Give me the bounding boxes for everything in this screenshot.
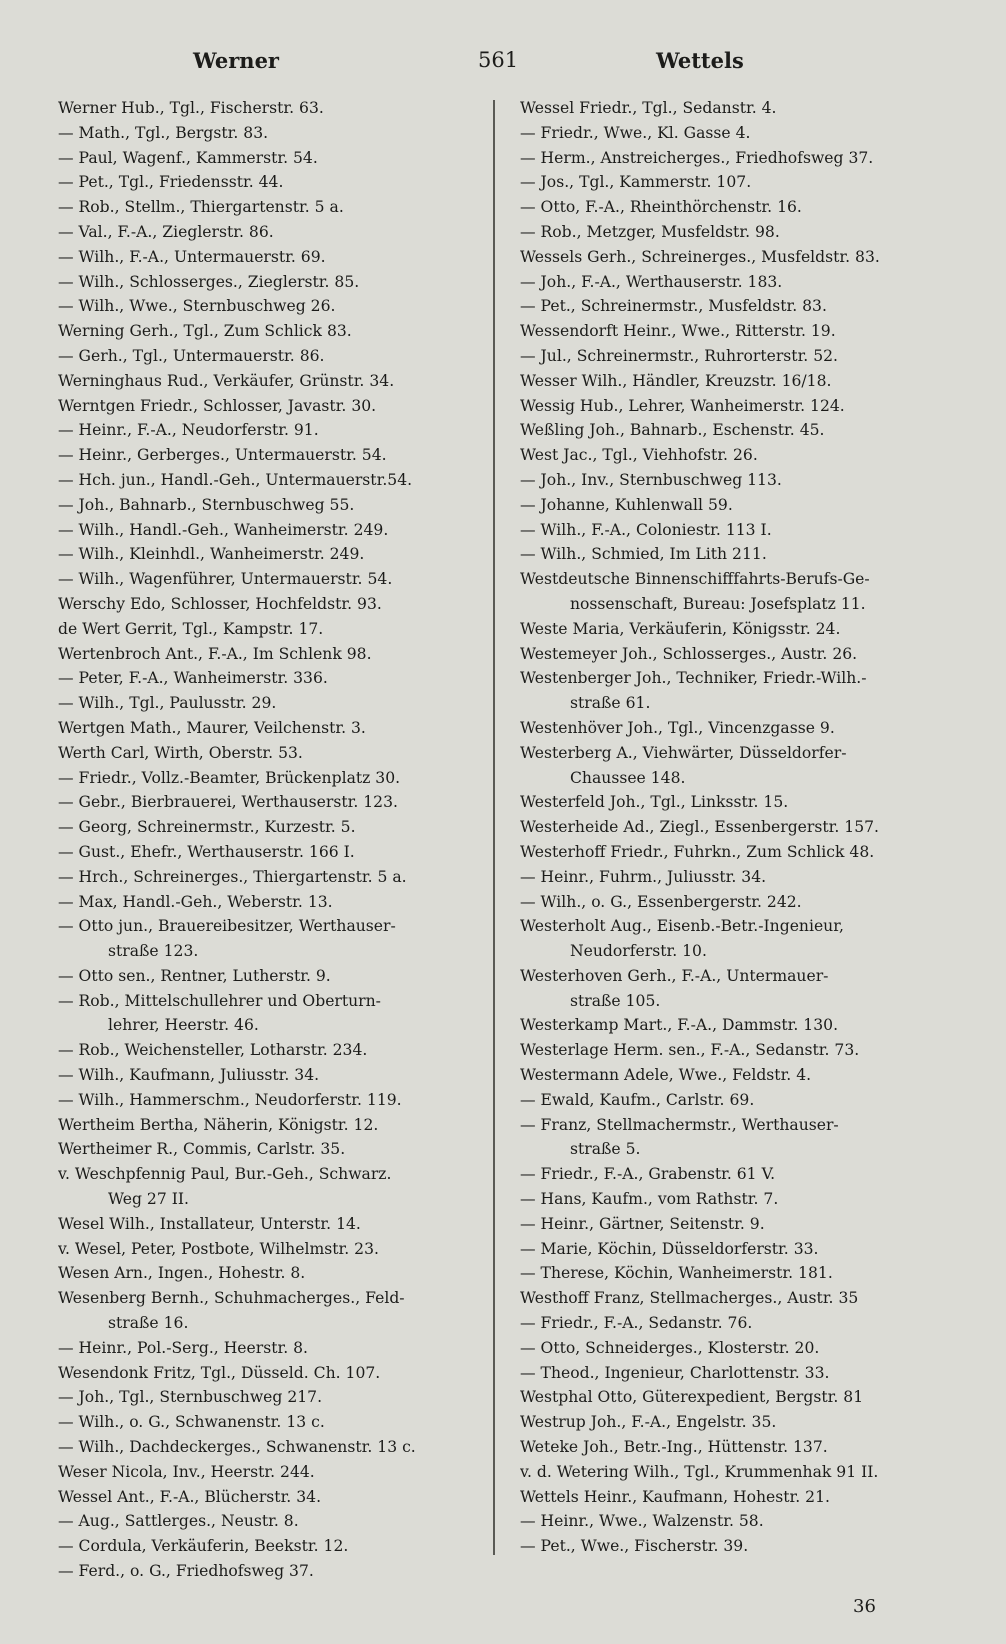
directory-entry: — Otto, F.-A., Rheinthörchenstr. 16. (520, 198, 802, 217)
header-right-catchword: Wettels (656, 48, 744, 73)
directory-entry: — Heinr., Gerberges., Untermauerstr. 54. (58, 446, 387, 465)
column-divider (493, 100, 495, 1555)
directory-entry: Wesel Wilh., Installateur, Unterstr. 14. (58, 1214, 361, 1233)
directory-entry: Westerholt Aug., Eisenb.-Betr.-Ingenieur, (520, 917, 844, 936)
directory-entry: — Hrch., Schreinerges., Thiergartenstr. 5 a. (58, 867, 407, 886)
header-left-catchword: Werner (193, 48, 279, 73)
directory-entry: — Friedr., F.-A., Grabenstr. 61 V. (520, 1165, 776, 1184)
directory-entry: — Joh., Inv., Sternbuschweg 113. (520, 470, 782, 489)
directory-entry: — Theod., Ingenieur, Charlottenstr. 33. (520, 1363, 830, 1382)
directory-entry: Westerlage Herm. sen., F.-A., Sedanstr. 73. (520, 1041, 860, 1060)
running-header (58, 48, 946, 78)
directory-entry: straße 123. (108, 942, 199, 961)
directory-entry: Wertheim Bertha, Näherin, Königstr. 12. (58, 1115, 379, 1134)
directory-entry: Westenberger Joh., Techniker, Friedr.-Wilh.- (520, 669, 867, 688)
directory-entry: Westerberg A., Viehwärter, Düsseldorfer- (520, 743, 847, 762)
directory-entry: — Georg, Schreinermstr., Kurzestr. 5. (58, 818, 356, 837)
directory-entry: Wesen Arn., Ingen., Hohestr. 8. (58, 1264, 306, 1283)
directory-entry: Westermann Adele, Wwe., Feldstr. 4. (520, 1066, 812, 1085)
directory-entry: — Johanne, Kuhlenwall 59. (520, 495, 733, 514)
directory-entry: — Paul, Wagenf., Kammerstr. 54. (58, 148, 318, 167)
directory-entry: — Friedr., F.-A., Sedanstr. 76. (520, 1314, 753, 1333)
directory-entry: lehrer, Heerstr. 46. (108, 1016, 259, 1035)
directory-entry: — Hch. jun., Handl.-Geh., Untermauerstr.54. (58, 470, 413, 489)
directory-entry: — Joh., F.-A., Werthauserstr. 183. (520, 272, 783, 291)
directory-entry: — Wilh., Kleinhdl., Wanheimerstr. 249. (58, 545, 365, 564)
directory-entry: — Wilh., Wwe., Sternbuschweg 26. (58, 297, 336, 316)
directory-entry: — Jul., Schreinermstr., Ruhrorterstr. 52. (520, 346, 839, 365)
directory-entry: — Math., Tgl., Bergstr. 83. (58, 123, 269, 142)
directory-entry: — Wilh., Wagenführer, Untermauerstr. 54. (58, 570, 393, 589)
directory-entry: — Wilh., o. G., Essenbergerstr. 242. (520, 892, 802, 911)
directory-entry: — Heinr., Gärtner, Seitenstr. 9. (520, 1214, 765, 1233)
directory-entry: — Herm., Anstreicherges., Friedhofsweg 37. (520, 148, 874, 167)
directory-entry: — Pet., Wwe., Fischerstr. 39. (520, 1537, 749, 1556)
left-column (58, 96, 476, 1584)
directory-entry: Werner Hub., Tgl., Fischerstr. 63. (58, 99, 324, 117)
directory-entry: — Gust., Ehefr., Werthauserstr. 166 I. (58, 842, 355, 861)
directory-entry: Westenhöver Joh., Tgl., Vincenzgasse 9. (520, 718, 835, 737)
directory-entry: — Wilh., Handl.-Geh., Wanheimerstr. 249. (58, 520, 389, 539)
directory-entry: — Wilh., F.-A., Untermauerstr. 69. (58, 247, 326, 266)
directory-entry: Weste Maria, Verkäuferin, Königsstr. 24. (520, 619, 841, 638)
directory-entry: Werninghaus Rud., Verkäufer, Grünstr. 34. (58, 371, 395, 390)
directory-entry: Chaussee 148. (570, 768, 686, 787)
directory-entry: — Pet., Schreinermstr., Musfeldstr. 83. (520, 297, 827, 316)
directory-entry: — Heinr., F.-A., Neudorferstr. 91. (58, 421, 319, 440)
directory-entry: West Jac., Tgl., Viehhofstr. 26. (520, 446, 758, 465)
directory-entry: — Jos., Tgl., Kammerstr. 107. (520, 173, 752, 192)
directory-entry: — Wilh., F.-A., Coloniestr. 113 I. (520, 520, 772, 539)
directory-entry: — Ferd., o. G., Friedhofsweg 37. (58, 1562, 314, 1581)
directory-entry: — Wilh., Hammerschm., Neudorferstr. 119. (58, 1090, 402, 1109)
directory-entry: — Gebr., Bierbrauerei, Werthauserstr. 123. (58, 793, 398, 812)
directory-entry: Westphal Otto, Güterexpedient, Bergstr. 81 (520, 1388, 864, 1407)
directory-entry: — Ewald, Kaufm., Carlstr. 69. (520, 1090, 755, 1109)
directory-entry: Westrup Joh., F.-A., Engelstr. 35. (520, 1413, 777, 1432)
directory-entry: — Joh., Tgl., Sternbuschweg 217. (58, 1388, 323, 1407)
directory-entry: v. Wesel, Peter, Postbote, Wilhelmstr. 23. (58, 1239, 379, 1258)
directory-entry: v. d. Wetering Wilh., Tgl., Krummenhak 91 II. (520, 1462, 879, 1481)
directory-entry: straße 16. (108, 1314, 189, 1333)
directory-entry: — Peter, F.-A., Wanheimerstr. 336. (58, 669, 328, 688)
directory-entry: Wesenberg Bernh., Schuhmacherges., Feld- (58, 1289, 405, 1308)
directory-entry: — Gerh., Tgl., Untermauerstr. 86. (58, 346, 325, 365)
directory-entry: straße 61. (570, 694, 651, 713)
directory-entry: Werth Carl, Wirth, Oberstr. 53. (58, 743, 303, 762)
directory-entry: — Pet., Tgl., Friedensstr. 44. (58, 173, 284, 192)
directory-entry: Werntgen Friedr., Schlosser, Javastr. 30. (58, 396, 377, 415)
directory-entry: — Franz, Stellmachermstr., Werthauser- (520, 1115, 839, 1134)
directory-entry: Neudorferstr. 10. (570, 942, 707, 961)
directory-entry: — Val., F.-A., Zieglerstr. 86. (58, 222, 274, 241)
directory-entry: — Heinr., Pol.-Serg., Heerstr. 8. (58, 1338, 309, 1357)
directory-entry: Westdeutsche Binnenschifffahrts-Berufs-Ge- (520, 570, 870, 589)
directory-entry: Westerhoven Gerh., F.-A., Untermauer- (520, 966, 829, 985)
directory-entry: — Wilh., Tgl., Paulusstr. 29. (58, 694, 277, 713)
directory-entry: — Therese, Köchin, Wanheimerstr. 181. (520, 1264, 833, 1283)
directory-entry: — Rob., Mittelschullehrer und Oberturn- (58, 991, 381, 1010)
directory-entry: — Max, Handl.-Geh., Weberstr. 13. (58, 892, 333, 911)
directory-entry: Weteke Joh., Betr.-Ing., Hüttenstr. 137. (520, 1438, 828, 1457)
directory-entry: Weßling Joh., Bahnarb., Eschenstr. 45. (520, 421, 825, 440)
directory-entry: — Hans, Kaufm., vom Rathstr. 7. (520, 1190, 779, 1209)
directory-entry: Wertenbroch Ant., F.-A., Im Schlenk 98. (58, 644, 372, 663)
directory-entry: straße 5. (570, 1140, 641, 1159)
directory-entry: Weser Nicola, Inv., Heerstr. 244. (58, 1462, 315, 1481)
directory-entry: Wesser Wilh., Händler, Kreuzstr. 16/18. (520, 371, 832, 390)
directory-entry: Westemeyer Joh., Schlosserges., Austr. 26. (520, 644, 858, 663)
directory-entry: Wettels Heinr., Kaufmann, Hohestr. 21. (520, 1487, 830, 1506)
directory-entry: — Heinr., Wwe., Walzenstr. 58. (520, 1512, 764, 1531)
page-number: 561 (478, 48, 519, 72)
directory-entry: straße 105. (570, 991, 661, 1010)
directory-entry: — Wilh., Schlosserges., Zieglerstr. 85. (58, 272, 360, 291)
directory-entry: de Wert Gerrit, Tgl., Kampstr. 17. (58, 619, 324, 638)
directory-entry: v. Weschpfennig Paul, Bur.-Geh., Schwarz. (58, 1165, 392, 1184)
directory-entry: — Otto jun., Brauereibesitzer, Werthauser- (58, 917, 396, 936)
directory-entry: Westerfeld Joh., Tgl., Linksstr. 15. (520, 793, 789, 812)
directory-entry: Wessig Hub., Lehrer, Wanheimerstr. 124. (520, 396, 845, 415)
directory-entry: Wessendorft Heinr., Wwe., Ritterstr. 19. (520, 322, 836, 341)
directory-entry: Westerhoff Friedr., Fuhrkn., Zum Schlick 48. (520, 842, 875, 861)
directory-entry: — Friedr., Wwe., Kl. Gasse 4. (520, 123, 751, 142)
directory-entry: nossenschaft, Bureau: Josefsplatz 11. (570, 594, 866, 613)
directory-entry: Werschy Edo, Schlosser, Hochfeldstr. 93. (58, 594, 382, 613)
directory-entry: — Otto, Schneiderges., Klosterstr. 20. (520, 1338, 820, 1357)
directory-entry: Wesendonk Fritz, Tgl., Düsseld. Ch. 107. (58, 1363, 381, 1382)
directory-entry: Westerheide Ad., Ziegl., Essenbergerstr. 157. (520, 818, 879, 837)
directory-entry: Wessels Gerh., Schreinerges., Musfeldstr. 83. (520, 247, 880, 266)
directory-entry: Wertheimer R., Commis, Carlstr. 35. (58, 1140, 346, 1159)
directory-entry: Westhoff Franz, Stellmacherges., Austr. 35 (520, 1289, 859, 1308)
right-column (520, 96, 948, 1559)
directory-entry: — Wilh., Schmied, Im Lith 211. (520, 545, 767, 564)
directory-entry: — Wilh., o. G., Schwanenstr. 13 c. (58, 1413, 325, 1432)
directory-entry: — Cordula, Verkäuferin, Beekstr. 12. (58, 1537, 349, 1556)
directory-entry: — Otto sen., Rentner, Lutherstr. 9. (58, 966, 331, 985)
directory-entry: — Friedr., Vollz.-Beamter, Brückenplatz 30. (58, 768, 401, 787)
directory-entry: — Rob., Metzger, Musfeldstr. 98. (520, 222, 780, 241)
directory-entry: Wertgen Math., Maurer, Veilchenstr. 3. (58, 718, 366, 737)
directory-entry: — Joh., Bahnarb., Sternbuschweg 55. (58, 495, 355, 514)
directory-entry: Wessel Friedr., Tgl., Sedanstr. 4. (520, 99, 777, 117)
directory-entry: — Wilh., Dachdeckerges., Schwanenstr. 13 c. (58, 1438, 416, 1457)
directory-entry: Weg 27 II. (108, 1190, 189, 1209)
directory-entry: — Wilh., Kaufmann, Juliusstr. 34. (58, 1066, 320, 1085)
directory-entry: Wessel Ant., F.-A., Blücherstr. 34. (58, 1487, 322, 1506)
directory-entry: — Rob., Weichensteller, Lotharstr. 234. (58, 1041, 368, 1060)
directory-entry: — Heinr., Fuhrm., Juliusstr. 34. (520, 867, 767, 886)
directory-entry: — Aug., Sattlerges., Neustr. 8. (58, 1512, 299, 1531)
directory-entry: — Marie, Köchin, Düsseldorferstr. 33. (520, 1239, 819, 1258)
signature-number: 36 (853, 1596, 876, 1617)
directory-entry: Werning Gerh., Tgl., Zum Schlick 83. (58, 322, 352, 341)
directory-entry: — Rob., Stellm., Thiergartenstr. 5 a. (58, 198, 344, 217)
directory-entry: Westerkamp Mart., F.-A., Dammstr. 130. (520, 1016, 839, 1035)
